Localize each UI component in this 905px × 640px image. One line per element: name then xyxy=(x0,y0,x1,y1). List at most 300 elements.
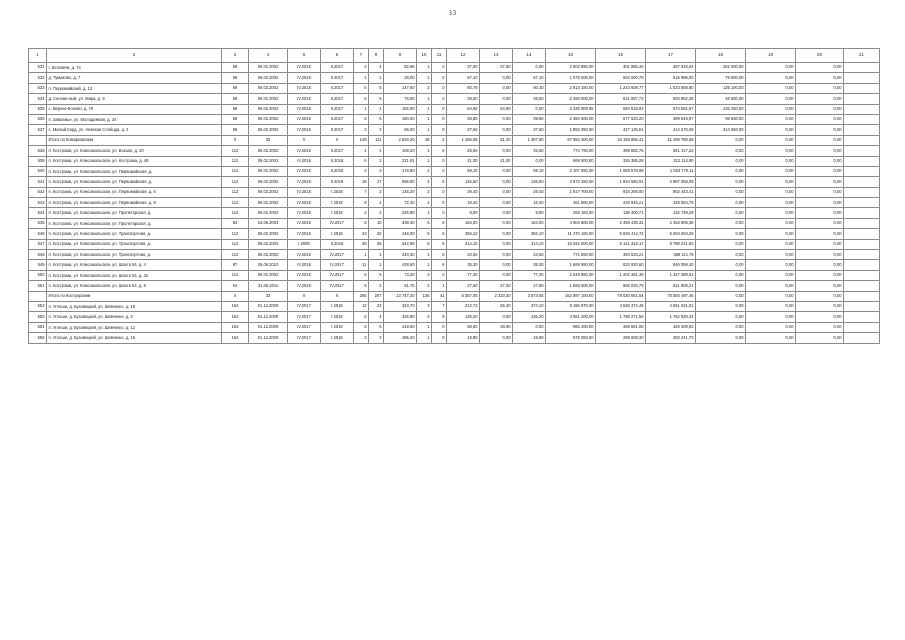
table-cell: 3 561 200,00 xyxy=(546,312,596,322)
table-cell: 28,00 xyxy=(384,73,417,83)
table-cell: 68 xyxy=(222,125,249,135)
table-cell: 426 308,92 xyxy=(646,322,696,332)
table-cell: 0,00 xyxy=(696,333,746,343)
table-cell: с. Верхне-Колово, д. 75 xyxy=(47,104,222,114)
table-cell: 58,60 xyxy=(447,322,480,332)
table-cell: 225 554,79 xyxy=(646,198,696,208)
table-cell: 226,80 xyxy=(384,208,417,218)
table-cell: 0,00 xyxy=(480,229,513,239)
table-cell: п. Кострома, ул. Комсомольская, ул. Вокзал, д. 20 xyxy=(47,146,222,156)
table-cell: 9 xyxy=(417,229,432,239)
table-cell: 314,10 xyxy=(447,239,480,249)
table-cell: п. Кострома, ул. Комсомольская, ул. Транспортная, д. xyxy=(47,239,222,249)
table-cell xyxy=(844,94,880,104)
table-cell: 1 xyxy=(369,104,384,114)
table-cell: 5 xyxy=(432,218,447,228)
table-row xyxy=(29,312,880,322)
table-cell: 4 xyxy=(369,312,384,322)
table-cell xyxy=(844,125,880,135)
table-cell: 10 xyxy=(369,218,384,228)
table-cell: 0,00 xyxy=(696,250,746,260)
table-cell: IV.2017 xyxy=(288,301,321,311)
table-cell: 448,00 xyxy=(384,229,417,239)
table-cell: 547 xyxy=(29,239,47,249)
table-cell: 0,00 xyxy=(796,94,844,104)
table-cell: 4 xyxy=(369,198,384,208)
table-cell xyxy=(844,260,880,270)
table-row xyxy=(29,198,880,208)
table-cell: с. Малый Корд, ул. Невская Слобода, д. 2 xyxy=(47,125,222,135)
table-cell: 5 xyxy=(354,83,369,93)
table-cell: 485,20 xyxy=(384,333,417,343)
table-cell: IV.2016 xyxy=(288,281,321,291)
table-cell: 111 xyxy=(369,135,384,145)
table-row xyxy=(29,239,880,249)
table-cell: 2 xyxy=(417,83,432,93)
table-cell: 6 xyxy=(432,260,447,270)
table-cell: 27,50 xyxy=(447,281,480,291)
table-cell: IV.2017 xyxy=(321,250,354,260)
table-cell: 0,00 xyxy=(796,146,844,156)
table-cell: 0,00 xyxy=(480,146,513,156)
table-cell: IV.2016 xyxy=(288,218,321,228)
table-cell: 164,00 xyxy=(513,218,546,228)
table-cell: 2 xyxy=(369,187,384,197)
table-cell: 2 813 150,00 xyxy=(546,83,596,93)
table-cell: 1 xyxy=(369,260,384,270)
table-cell: 0,00 xyxy=(796,322,844,332)
table-cell: 326 385,28 xyxy=(596,156,646,166)
table-cell: 1 xyxy=(369,250,384,260)
table-cell: 1 xyxy=(417,250,432,260)
table-cell: 00,40 xyxy=(513,83,546,93)
table-cell: 77,30 xyxy=(513,270,546,280)
table-cell: 2 107 550,00 xyxy=(546,166,596,176)
table-cell: 696,50 xyxy=(384,177,417,187)
table-row xyxy=(29,177,880,187)
table-cell: 0,00 xyxy=(480,208,513,218)
table-cell: 0,00 xyxy=(746,229,796,239)
table-cell: 18,40 xyxy=(513,198,546,208)
table-cell: 0,00 xyxy=(796,312,844,322)
table-cell: 112 xyxy=(222,146,249,156)
table-cell: 3 xyxy=(417,270,432,280)
table-cell: 0,00 xyxy=(746,83,796,93)
table-cell: 5 387,05 xyxy=(447,291,480,301)
table-cell: 64,90 xyxy=(447,104,480,114)
table-row xyxy=(29,208,880,218)
table-cell: 419,60 xyxy=(384,322,417,332)
table-cell: п. Кострома, ул. Комсомольская, ул. Шахта 54, д. 4 xyxy=(47,260,222,270)
table-cell: 0,00 xyxy=(696,229,746,239)
table-cell: 136,20 xyxy=(513,312,546,322)
table-cell: 148 xyxy=(354,135,369,145)
table-cell: IV.2016 xyxy=(288,146,321,156)
table-cell: 135 400,71 xyxy=(596,208,646,218)
table-cell: 0,00 xyxy=(696,187,746,197)
table-cell: 84 xyxy=(222,218,249,228)
table-cell: 7 xyxy=(354,187,369,197)
table-cell: 164 xyxy=(222,301,249,311)
table-cell: 1 xyxy=(417,333,432,343)
table-cell: 5 xyxy=(354,114,369,124)
table-cell: 78 030 661,54 xyxy=(596,291,646,301)
table-cell: IV.2016 xyxy=(288,104,321,114)
table-cell: п. Углеши, д. Бузовецкий, ул. Шевченко, д. 16 xyxy=(47,333,222,343)
table-cell: IV.2016 xyxy=(288,177,321,187)
table-cell: 39,80 xyxy=(513,114,546,124)
table-cell: 145,20 xyxy=(384,187,417,197)
table-cell: 5 xyxy=(354,94,369,104)
table-cell: 0,00 xyxy=(696,239,746,249)
data-table xyxy=(28,48,880,344)
table-cell: 12 xyxy=(354,301,369,311)
table-cell: 604 000,78 xyxy=(596,73,646,83)
table-cell: Итого по Комарковским xyxy=(47,135,222,145)
table-cell: 73,20 xyxy=(384,270,417,280)
table-cell: 0,00 xyxy=(746,218,796,228)
table-cell: 8 xyxy=(417,239,432,249)
table-cell: 553 xyxy=(29,312,47,322)
table-cell: п. Углеши, д. Бузовецкий, ул. Шевченко, д. 19 xyxy=(47,301,222,311)
table-cell: 1 xyxy=(417,104,432,114)
table-cell: 164 xyxy=(222,312,249,322)
table-cell: 1 xyxy=(417,198,432,208)
table-cell: 9,80 xyxy=(513,208,546,218)
table-cell: X xyxy=(321,291,354,301)
table-cell: II.2017 xyxy=(321,146,354,156)
table-cell: 546 xyxy=(29,229,47,239)
table-cell: 0,00 xyxy=(796,63,844,73)
table-cell: 3 xyxy=(369,166,384,176)
column-number: 9 xyxy=(384,49,417,63)
table-cell: 2 xyxy=(369,156,384,166)
table-cell: 0,00 xyxy=(480,83,513,93)
table-cell: 152 897 100,00 xyxy=(546,291,596,301)
table-cell: 77,30 xyxy=(447,270,480,280)
table-cell: 39,60 xyxy=(447,94,480,104)
table-cell: IV.2016 xyxy=(288,94,321,104)
table-cell: 136,20 xyxy=(447,312,480,322)
table-cell: 179,80 xyxy=(384,166,417,176)
table-row xyxy=(29,83,880,93)
table-cell: 0,00 xyxy=(696,135,746,145)
table-cell: 367 918,54 xyxy=(646,63,696,73)
table-cell: д. Тумаково, д. 7 xyxy=(47,73,222,83)
table-cell: 594 962,28 xyxy=(646,94,696,104)
table-cell: 312 114,90 xyxy=(646,156,696,166)
table-cell: 4 xyxy=(369,146,384,156)
table-cell: 212,72 xyxy=(447,301,480,311)
table-cell: 4 xyxy=(354,146,369,156)
table-cell: 0,00 xyxy=(746,146,796,156)
table-cell: 274,10 xyxy=(513,301,546,311)
table-cell: 108,20 xyxy=(384,146,417,156)
table-cell: 677 620,20 xyxy=(596,114,646,124)
table-cell: 01.12.2009 xyxy=(249,333,288,343)
table-cell: 5 xyxy=(354,281,369,291)
table-cell xyxy=(844,114,880,124)
table-cell: 06.02.2002 xyxy=(249,125,288,135)
table-cell: 0,00 xyxy=(480,177,513,187)
table-cell: 554 xyxy=(29,322,47,332)
table-cell: 3 xyxy=(354,63,369,73)
table-cell: 0,00 xyxy=(696,146,746,156)
table-row xyxy=(29,333,880,343)
column-number: 5 xyxy=(288,49,321,63)
table-cell: 135 250,00 xyxy=(696,104,746,114)
table-cell: 132 749,29 xyxy=(646,208,696,218)
table-cell: II.2017 xyxy=(321,94,354,104)
table-cell: 147,60 xyxy=(384,83,417,93)
table-cell: 2 333,30 xyxy=(480,291,513,301)
table-cell: 112 xyxy=(222,166,249,176)
table-cell: 0,00 xyxy=(480,187,513,197)
table-cell: 1 069 579,89 xyxy=(596,166,646,176)
table-cell: I.2018 xyxy=(321,187,354,197)
table-cell: 27,50 xyxy=(513,281,546,291)
table-cell xyxy=(844,198,880,208)
table-cell: 06.02.2002 xyxy=(249,177,288,187)
table-cell: 1 xyxy=(417,156,432,166)
table-cell: IV.2017 xyxy=(321,270,354,280)
table-cell: 1 xyxy=(417,114,432,124)
table-cell: II.2017 xyxy=(321,114,354,124)
table-cell: 0,00 xyxy=(480,260,513,270)
table-cell: 27 xyxy=(369,177,384,187)
table-cell: I.2018 xyxy=(321,301,354,311)
table-cell: 1 934 580,91 xyxy=(596,177,646,187)
table-cell: 6 xyxy=(354,156,369,166)
table-cell: 531 xyxy=(29,63,47,73)
column-number: 7 xyxy=(354,49,369,63)
table-cell: X xyxy=(288,291,321,301)
table-cell: 0,00 xyxy=(746,260,796,270)
table-cell: 2 549 850,00 xyxy=(546,270,596,280)
table-cell xyxy=(844,63,880,73)
table-row xyxy=(29,260,880,270)
table-cell: 4 525 372,49 xyxy=(596,301,646,311)
table-cell: п. Кострома, ул. Комсомольская, ул. Первомайская, д. xyxy=(47,177,222,187)
table-cell: 0,00 xyxy=(746,208,796,218)
table-cell: 136 xyxy=(417,291,432,301)
column-number: 20 xyxy=(796,49,844,63)
table-cell xyxy=(844,83,880,93)
table-cell: 207 xyxy=(369,291,384,301)
table-cell: 0,00 xyxy=(513,156,546,166)
table-cell: IV.2017 xyxy=(321,260,354,270)
table-cell: 2 xyxy=(417,281,432,291)
table-cell: 87 xyxy=(222,260,249,270)
table-cell: 5 xyxy=(369,322,384,332)
table-cell: 535 xyxy=(29,104,47,114)
table-cell: 536 xyxy=(29,114,47,124)
table-cell: 0,00 xyxy=(696,281,746,291)
table-cell: 68 xyxy=(222,114,249,124)
table-cell: 5 xyxy=(354,312,369,322)
table-cell: 0,00 xyxy=(746,114,796,124)
table-cell: 0 xyxy=(432,114,447,124)
table-cell: 0,00 xyxy=(696,322,746,332)
table-cell: 33 159 856,41 xyxy=(596,135,646,145)
table-cell: 1 669 990,00 xyxy=(546,260,596,270)
table-cell: 338,40 xyxy=(384,218,417,228)
table-cell xyxy=(844,104,880,114)
table-cell: 0,00 xyxy=(746,156,796,166)
table-cell: 0,00 xyxy=(513,63,546,73)
table-cell: 0,00 xyxy=(796,229,844,239)
table-cell: 0 xyxy=(432,83,447,93)
table-cell: 388 114,79 xyxy=(646,250,696,260)
table-cell: 5 826 414,72 xyxy=(596,229,646,239)
table-cell: 542,99 xyxy=(384,239,417,249)
table-cell: 549 xyxy=(29,260,47,270)
table-cell: 1 xyxy=(417,146,432,156)
table-cell: 0,00 xyxy=(480,114,513,124)
table-cell: 112 xyxy=(222,250,249,260)
table-cell: 24.06.2003 xyxy=(249,218,288,228)
table-cell: 0,00 xyxy=(696,301,746,311)
table-cell: 112 xyxy=(222,198,249,208)
table-cell: 0,00 xyxy=(746,63,796,73)
table-cell: 771 650,00 xyxy=(546,250,596,260)
table-cell: 0,00 xyxy=(746,312,796,322)
table-cell: 356,10 xyxy=(447,229,480,239)
table-cell: 4 xyxy=(417,177,432,187)
table-cell: 160,00 xyxy=(384,114,417,124)
table-cell: 0,00 xyxy=(796,187,844,197)
table-cell: 314,10 xyxy=(513,239,546,249)
table-cell: 1 xyxy=(354,73,369,83)
table-cell: 75,00 xyxy=(384,94,417,104)
table-cell xyxy=(844,312,880,322)
table-cell: 225 945,21 xyxy=(596,198,646,208)
table-cell xyxy=(844,177,880,187)
table-cell: 543 xyxy=(29,198,47,208)
table-cell: 164 xyxy=(222,322,249,332)
table-cell: 26 xyxy=(369,239,384,249)
table-cell: 06.02.2002 xyxy=(249,250,288,260)
table-cell: 48 600,00 xyxy=(696,94,746,104)
table-cell: 1 387,60 xyxy=(513,135,546,145)
table-cell: 13 747,20 xyxy=(384,291,417,301)
table-cell: 1 762 928,44 xyxy=(646,312,696,322)
table-cell: II.2017 xyxy=(321,104,354,114)
table-cell xyxy=(844,218,880,228)
table-cell: 06.02.2002 xyxy=(249,83,288,93)
page-number: 13 xyxy=(449,9,456,17)
table-cell: 2 xyxy=(369,125,384,135)
table-cell: 822 930,60 xyxy=(596,260,646,270)
table-cell: п. Кострома, ул. Комсомольская, ул. Первомайская, д. 6 xyxy=(47,187,222,197)
table-cell: 0,00 xyxy=(480,270,513,280)
table-cell: 11 470 180,00 xyxy=(546,229,596,239)
table-cell: 2 897 569,09 xyxy=(646,177,696,187)
table-cell: 19,80 xyxy=(447,333,480,343)
table-cell: 21 498 785,59 xyxy=(646,135,696,145)
table-cell: 0 xyxy=(432,166,447,176)
table-cell xyxy=(844,135,880,145)
table-cell: 31.05.2011 xyxy=(249,281,288,291)
column-number: 13 xyxy=(480,49,513,63)
table-cell: I.2018 xyxy=(321,333,354,343)
table-cell: 68 xyxy=(222,104,249,114)
table-cell: Итого по Кострорским xyxy=(47,291,222,301)
table-cell: 0 xyxy=(432,63,447,73)
table-cell: 0 xyxy=(432,198,447,208)
table-cell xyxy=(844,166,880,176)
table-cell: 37,60 xyxy=(513,125,546,135)
table-cell: 252 000,00 xyxy=(696,63,746,73)
table-cell: 0 xyxy=(432,94,447,104)
table-cell: 552 xyxy=(29,301,47,311)
table-cell: 0,00 xyxy=(796,208,844,218)
table-cell: 0,00 xyxy=(746,177,796,187)
column-number-row xyxy=(29,49,880,63)
table-cell: 23,50 xyxy=(513,250,546,260)
table-cell: 72,40 xyxy=(384,198,417,208)
table-cell: 66,00 xyxy=(384,125,417,135)
table-cell: 539 xyxy=(29,156,47,166)
table-cell: 5 663 663,28 xyxy=(646,229,696,239)
table-cell: 82,96 xyxy=(384,63,417,73)
table-cell: 0,00 xyxy=(746,333,796,343)
table-cell xyxy=(844,250,880,260)
table-cell: 1 xyxy=(417,73,432,83)
table-cell: 1 079 000,00 xyxy=(546,73,596,83)
table-cell: 2 453 905,38 xyxy=(646,218,696,228)
table-cell: 01.12.2009 xyxy=(249,301,288,311)
table-cell: 3 xyxy=(417,301,432,311)
table-cell: 537 xyxy=(29,125,47,135)
table-cell: 6 xyxy=(417,218,432,228)
table-cell: 06.02.2002 xyxy=(249,270,288,280)
table-cell: 2 xyxy=(417,187,432,197)
table-cell: 0,00 xyxy=(513,104,546,114)
table-cell: 0,00 xyxy=(696,291,746,301)
table-cell: 0,00 xyxy=(746,239,796,249)
table-cell: 51,70 xyxy=(384,281,417,291)
table-cell: 459 891,08 xyxy=(596,322,646,332)
table-cell: 544 xyxy=(29,208,47,218)
table-cell: 532 xyxy=(29,73,47,83)
table-cell: 966 200,00 xyxy=(546,322,596,332)
table-cell: 2 284 000,00 xyxy=(546,114,596,124)
table-cell: 01.12.2009 xyxy=(249,312,288,322)
document-sheet xyxy=(28,48,878,344)
table-cell: п. Кострома, ул. Комсомольская, ул. Пролетарская, д. xyxy=(47,208,222,218)
table-cell: 5 xyxy=(369,83,384,93)
table-cell: 112 xyxy=(222,177,249,187)
table-cell: п. Кострома, ул. Комсомольская, ул. Шахта 54, д. 42 xyxy=(47,270,222,280)
table-cell: IV.2016 xyxy=(288,114,321,124)
column-number: 4 xyxy=(249,49,288,63)
table-cell: 541 xyxy=(29,177,47,187)
column-number: 1 xyxy=(29,49,47,63)
table-cell: 0,00 xyxy=(746,270,796,280)
table-cell: 1 xyxy=(417,94,432,104)
table-cell: 221,91 xyxy=(384,156,417,166)
table-cell: 0,00 xyxy=(480,250,513,260)
table-cell: г. Котовичи, д. 74 xyxy=(47,63,222,73)
table-cell: 112 xyxy=(222,156,249,166)
table-cell: 534 xyxy=(29,94,47,104)
table-cell: IV.2016 xyxy=(288,187,321,197)
table-cell: 0,00 xyxy=(796,73,844,83)
table-cell: 29 xyxy=(354,239,369,249)
table-cell: 0,00 xyxy=(696,177,746,187)
table-row xyxy=(29,63,880,73)
